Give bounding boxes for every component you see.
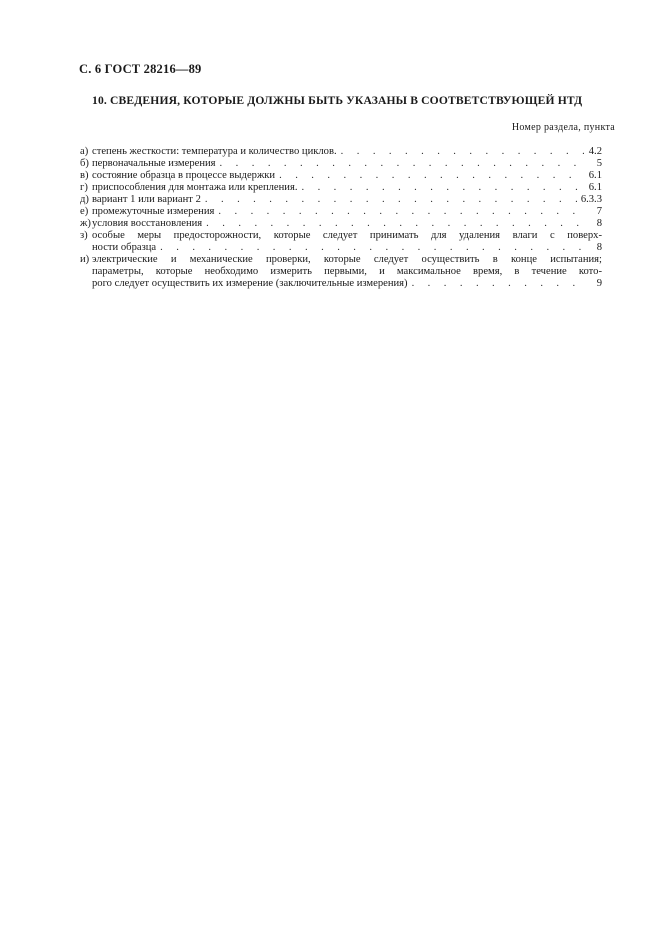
item-marker: и): [80, 254, 90, 265]
list-item: [80, 254, 602, 290]
list-item: [80, 194, 602, 206]
item-final-line: [92, 206, 602, 218]
item-final-line: [92, 146, 602, 158]
dot-leader: [216, 158, 584, 170]
item-text: состояние образца в процессе выдержки: [92, 170, 276, 181]
item-reference: 7: [596, 206, 602, 217]
item-text: рого следует осуществить их измерение (заключительные измерения): [92, 278, 408, 289]
dot-leader: [214, 206, 584, 218]
section-title: 10. СВЕДЕНИЯ, КОТОРЫЕ ДОЛЖНЫ БЫТЬ УКАЗАНЫ В СООТВЕТСТВУЮЩЕЙ НТД: [92, 94, 583, 107]
dot-leader: [201, 194, 577, 206]
dot-leader: [275, 170, 584, 182]
item-text: первоначальные измерения: [92, 158, 216, 169]
dot-leader: [297, 182, 584, 194]
item-marker: г): [80, 182, 88, 193]
dot-leader: [408, 278, 584, 290]
item-text: вариант 1 или вариант 2: [92, 194, 201, 205]
item-final-line: [92, 170, 602, 182]
item-reference: 6.1: [588, 182, 602, 193]
item-final-line: [92, 218, 602, 230]
item-final-line: [92, 182, 602, 194]
item-text: степень жесткости: температура и количество циклов.: [92, 146, 337, 157]
list-item: [80, 206, 602, 218]
item-marker: д): [80, 194, 89, 205]
item-reference: 6.3.3: [580, 194, 602, 205]
item-text-line: особые меры предосторожности, которые следует принимать для удаления влаги с поверх-: [92, 230, 602, 241]
item-marker: з): [80, 230, 88, 241]
item-text: приспособления для монтажа или крепления.: [92, 182, 298, 193]
item-text: промежуточные измерения: [92, 206, 215, 217]
item-final-line: [92, 194, 602, 206]
list-item: [80, 158, 602, 170]
list-item: [80, 218, 602, 230]
dot-leader: [202, 218, 584, 230]
item-text: ности образца: [92, 242, 157, 253]
dot-leader: [337, 146, 584, 158]
item-reference: 8: [596, 242, 602, 253]
item-text: условия восстановления: [92, 218, 203, 229]
requirements-list: [80, 146, 602, 290]
item-reference: 9: [596, 278, 602, 289]
item-marker: в): [80, 170, 89, 181]
item-reference: 4.2: [588, 146, 602, 157]
dot-leader: [156, 242, 584, 254]
item-marker: е): [80, 206, 89, 217]
list-item: [80, 146, 602, 158]
item-reference: 6.1: [588, 170, 602, 181]
item-marker: ж): [80, 218, 91, 229]
item-reference: 5: [596, 158, 602, 169]
item-final-line: [92, 242, 602, 254]
item-final-line: [92, 278, 602, 290]
item-reference: 8: [596, 218, 602, 229]
list-item: [80, 230, 602, 254]
page-header: С. 6 ГОСТ 28216—89: [79, 62, 202, 76]
item-marker: б): [80, 158, 89, 169]
item-final-line: [92, 158, 602, 170]
item-marker: а): [80, 146, 89, 157]
list-item: [80, 182, 602, 194]
item-text-line: электрические и механические проверки, которые следует осуществить в конце испытания;: [92, 254, 602, 265]
list-item: [80, 170, 602, 182]
item-text-line: параметры, которые необходимо измерить первыми, и максимальное время, в течение кото-: [92, 266, 602, 277]
column-caption: Номер раздела, пункта: [511, 122, 615, 133]
